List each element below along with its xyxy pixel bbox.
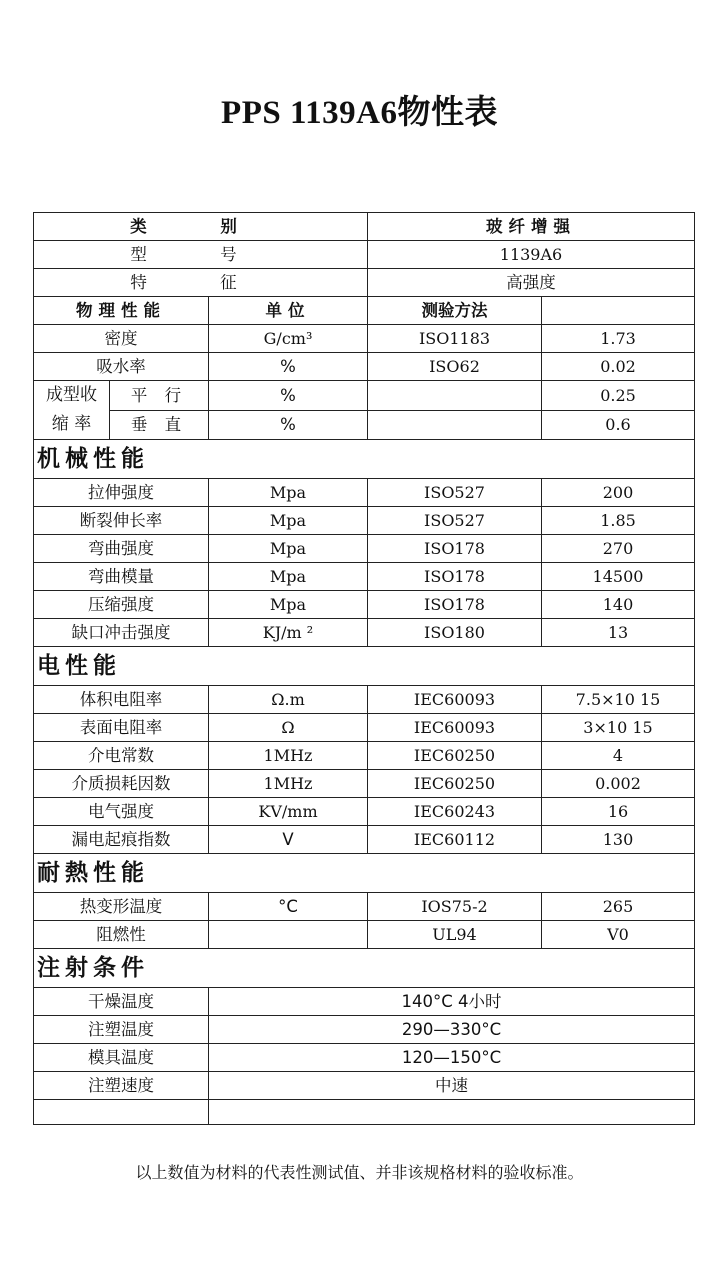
table-row (34, 686, 695, 714)
table-row (34, 770, 695, 798)
property-unit (209, 921, 368, 949)
property-method: ISO180 (368, 619, 542, 647)
column-header-row (34, 297, 695, 325)
property-value: V0 (542, 921, 695, 949)
property-method: UL94 (368, 921, 542, 949)
section-title: 注射条件 (34, 949, 695, 988)
property-name: 注塑温度 (34, 1016, 209, 1044)
property-value: 中速 (209, 1072, 695, 1100)
property-name: 弯曲模量 (34, 563, 209, 591)
property-name: 弯曲强度 (34, 535, 209, 563)
table-row (34, 714, 695, 742)
property-name: 注塑速度 (34, 1072, 209, 1100)
model-value: 1139A6 (368, 241, 695, 269)
table-row (34, 353, 695, 381)
property-name: 模具温度 (34, 1044, 209, 1072)
table-row (34, 742, 695, 770)
property-name: 密度 (34, 325, 209, 353)
property-method: IEC60112 (368, 826, 542, 854)
footnote: 以上数值为材料的代表性测试值、并非该规格材料的验收标准。 (135, 1163, 584, 1182)
table-row (34, 826, 695, 854)
column-unit: 单位 (209, 297, 368, 325)
property-value: 120—150°C (209, 1044, 695, 1072)
property-value: 1.73 (542, 325, 695, 353)
property-method: ISO178 (368, 535, 542, 563)
property-value: 0.25 (542, 381, 695, 411)
property-unit: % (209, 353, 368, 381)
property-name: 阻燃性 (34, 921, 209, 949)
feature-label: 特 征 (34, 269, 368, 297)
property-unit: % (209, 381, 368, 411)
property-unit: Mpa (209, 563, 368, 591)
property-method: IOS75-2 (368, 893, 542, 921)
property-name: 压缩强度 (34, 591, 209, 619)
blank-cell (34, 1100, 209, 1125)
shrinkage-label (34, 381, 110, 440)
property-name: 干燥温度 (34, 988, 209, 1016)
property-value: 140 (542, 591, 695, 619)
property-value: 3×10 15 (542, 714, 695, 742)
property-unit: Mpa (209, 479, 368, 507)
table-row (34, 1072, 695, 1100)
shrinkage-parallel-name: 平 行 (110, 381, 209, 411)
property-value: 0.002 (542, 770, 695, 798)
model-label: 型 号 (34, 241, 368, 269)
property-unit: G/cm³ (209, 325, 368, 353)
property-value: 13 (542, 619, 695, 647)
property-value: 1.85 (542, 507, 695, 535)
property-value: 270 (542, 535, 695, 563)
property-name: 漏电起痕指数 (34, 826, 209, 854)
property-name: 缺口冲击强度 (34, 619, 209, 647)
table-row (34, 479, 695, 507)
property-method: ISO62 (368, 353, 542, 381)
property-name: 拉伸强度 (34, 479, 209, 507)
property-unit: V (209, 826, 368, 854)
property-name: 表面电阻率 (34, 714, 209, 742)
table-row (34, 1044, 695, 1072)
property-name: 介电常数 (34, 742, 209, 770)
property-value: 16 (542, 798, 695, 826)
property-method (368, 410, 542, 440)
property-value: 200 (542, 479, 695, 507)
property-method: ISO527 (368, 479, 542, 507)
table-row (34, 325, 695, 353)
property-unit: Mpa (209, 507, 368, 535)
property-value: 0.02 (542, 353, 695, 381)
property-value: 140°C 4小时 (209, 988, 695, 1016)
page-title: PPS 1139A6物性表 (221, 95, 498, 131)
property-unit: 1MHz (209, 770, 368, 798)
column-method: 测验方法 (368, 297, 542, 325)
property-name: 电气强度 (34, 798, 209, 826)
table-row (34, 410, 695, 440)
section-title: 耐熱性能 (34, 854, 695, 893)
property-method: IEC60093 (368, 714, 542, 742)
property-unit: Mpa (209, 535, 368, 563)
section-title: 机械性能 (34, 440, 695, 479)
blank-cell (209, 1100, 695, 1125)
table-row (34, 1016, 695, 1044)
property-table (33, 212, 695, 1125)
property-method: IEC60093 (368, 686, 542, 714)
property-name: 体积电阻率 (34, 686, 209, 714)
property-method: ISO178 (368, 591, 542, 619)
property-name: 热变形温度 (34, 893, 209, 921)
property-method (368, 381, 542, 411)
property-name: 断裂伸长率 (34, 507, 209, 535)
property-value: 14500 (542, 563, 695, 591)
section-title: 电性能 (34, 647, 695, 686)
category-label: 类 别 (34, 213, 368, 241)
section-thermal (34, 854, 695, 893)
property-method: ISO178 (368, 563, 542, 591)
column-property: 物理性能 (34, 297, 209, 325)
property-value: 265 (542, 893, 695, 921)
property-value: 0.6 (542, 410, 695, 440)
property-method: ISO1183 (368, 325, 542, 353)
table-row (34, 988, 695, 1016)
category-value: 玻纤增强 (368, 213, 695, 241)
table-row (34, 619, 695, 647)
property-value: 290—330°C (209, 1016, 695, 1044)
property-method: IEC60250 (368, 770, 542, 798)
feature-value: 高强度 (368, 269, 695, 297)
property-method: IEC60250 (368, 742, 542, 770)
property-unit: Ω.m (209, 686, 368, 714)
shrinkage-label-line1: 成型收 (46, 385, 97, 405)
property-unit: KJ/m ² (209, 619, 368, 647)
table-row (34, 563, 695, 591)
table-row (34, 507, 695, 535)
table-row (34, 921, 695, 949)
column-value (542, 297, 695, 325)
property-unit: Ω (209, 714, 368, 742)
property-method: IEC60243 (368, 798, 542, 826)
table-row (34, 591, 695, 619)
shrinkage-label-line2: 缩 率 (51, 414, 92, 434)
table-row (34, 893, 695, 921)
shrinkage-vertical-name: 垂 直 (110, 410, 209, 440)
property-unit: Mpa (209, 591, 368, 619)
property-unit: % (209, 410, 368, 440)
feature-row (34, 269, 695, 297)
property-unit: 1MHz (209, 742, 368, 770)
section-mechanical (34, 440, 695, 479)
property-value: 4 (542, 742, 695, 770)
section-electrical (34, 647, 695, 686)
table-row (34, 381, 695, 411)
property-value: 7.5×10 15 (542, 686, 695, 714)
property-unit: KV/mm (209, 798, 368, 826)
section-molding (34, 949, 695, 988)
property-name: 吸水率 (34, 353, 209, 381)
property-method: ISO527 (368, 507, 542, 535)
table-row (34, 798, 695, 826)
table-row (34, 535, 695, 563)
property-name: 介质损耗因数 (34, 770, 209, 798)
property-unit: °C (209, 893, 368, 921)
model-row (34, 241, 695, 269)
category-row (34, 213, 695, 241)
blank-row (34, 1100, 695, 1125)
property-value: 130 (542, 826, 695, 854)
